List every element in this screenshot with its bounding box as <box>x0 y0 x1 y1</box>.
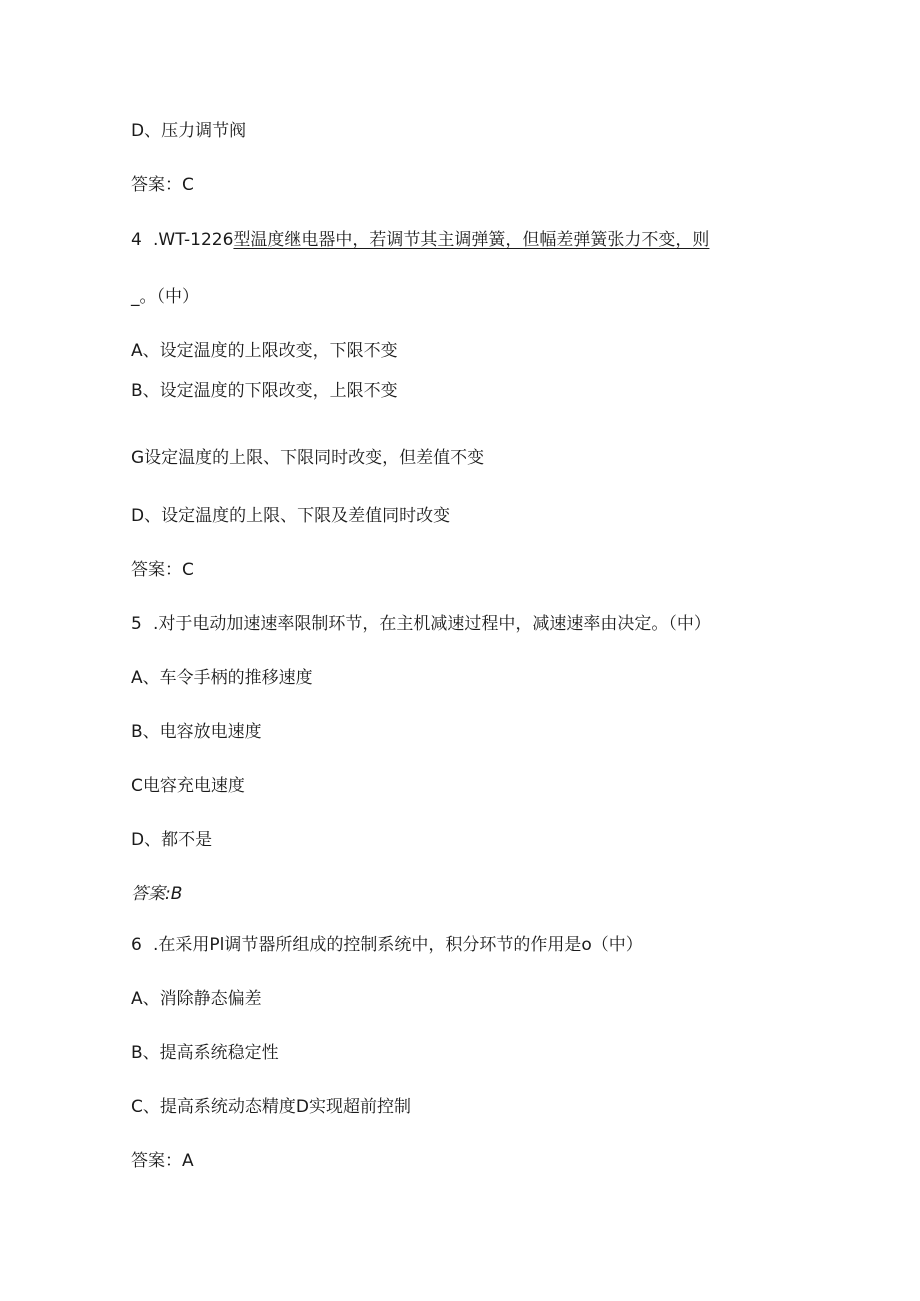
q4-stem-prefix: .WT-1226 <box>153 230 234 250</box>
q5-option-c: C电容充电速度 <box>131 776 245 796</box>
q4-stem <box>131 229 709 251</box>
q5-answer: 答案:B <box>131 884 183 904</box>
q5-option-b: B、电容放电速度 <box>131 722 262 742</box>
q6-answer: 答案：A <box>131 1151 194 1171</box>
q4-number: 4 <box>131 230 142 250</box>
q5-option-d: D、都不是 <box>131 830 213 850</box>
q4-stem-underlined: 型温度继电器中，若调节其主调弹簧，但幅差弹簧张力不变，则 <box>233 230 710 250</box>
q4-stem-continuation: _。（中） <box>131 287 199 307</box>
q6-stem <box>131 934 643 956</box>
q5-stem-text: .对于电动加速速率限制环节，在主机减速过程中，减速速率由决定。（中） <box>153 614 711 634</box>
q4-answer: 答案：C <box>131 560 194 580</box>
q6-option-a: A、消除静态偏差 <box>131 989 262 1009</box>
q3-option-d: D、压力调节阀 <box>131 121 247 141</box>
q5-option-a: A、车令手柄的推移速度 <box>131 668 313 688</box>
q4-option-d: D、设定温度的上限、下限及差值同时改变 <box>131 506 451 526</box>
q6-stem-text: .在采用Pl调节器所组成的控制系统中，积分环节的作用是o（中） <box>153 935 643 955</box>
q4-option-c: G设定温度的上限、下限同时改变，但差值不变 <box>131 448 485 468</box>
q4-option-a: A、设定温度的上限改变，下限不变 <box>131 341 398 361</box>
q6-number: 6 <box>131 935 142 955</box>
q6-option-cd: C、提高系统动态精度D实现超前控制 <box>131 1097 411 1117</box>
q5-stem <box>131 613 711 635</box>
q6-option-b: B、提高系统稳定性 <box>131 1043 279 1063</box>
q5-number: 5 <box>131 614 142 634</box>
q4-option-b: B、设定温度的下限改变，上限不变 <box>131 381 398 401</box>
q3-answer: 答案：C <box>131 175 194 195</box>
